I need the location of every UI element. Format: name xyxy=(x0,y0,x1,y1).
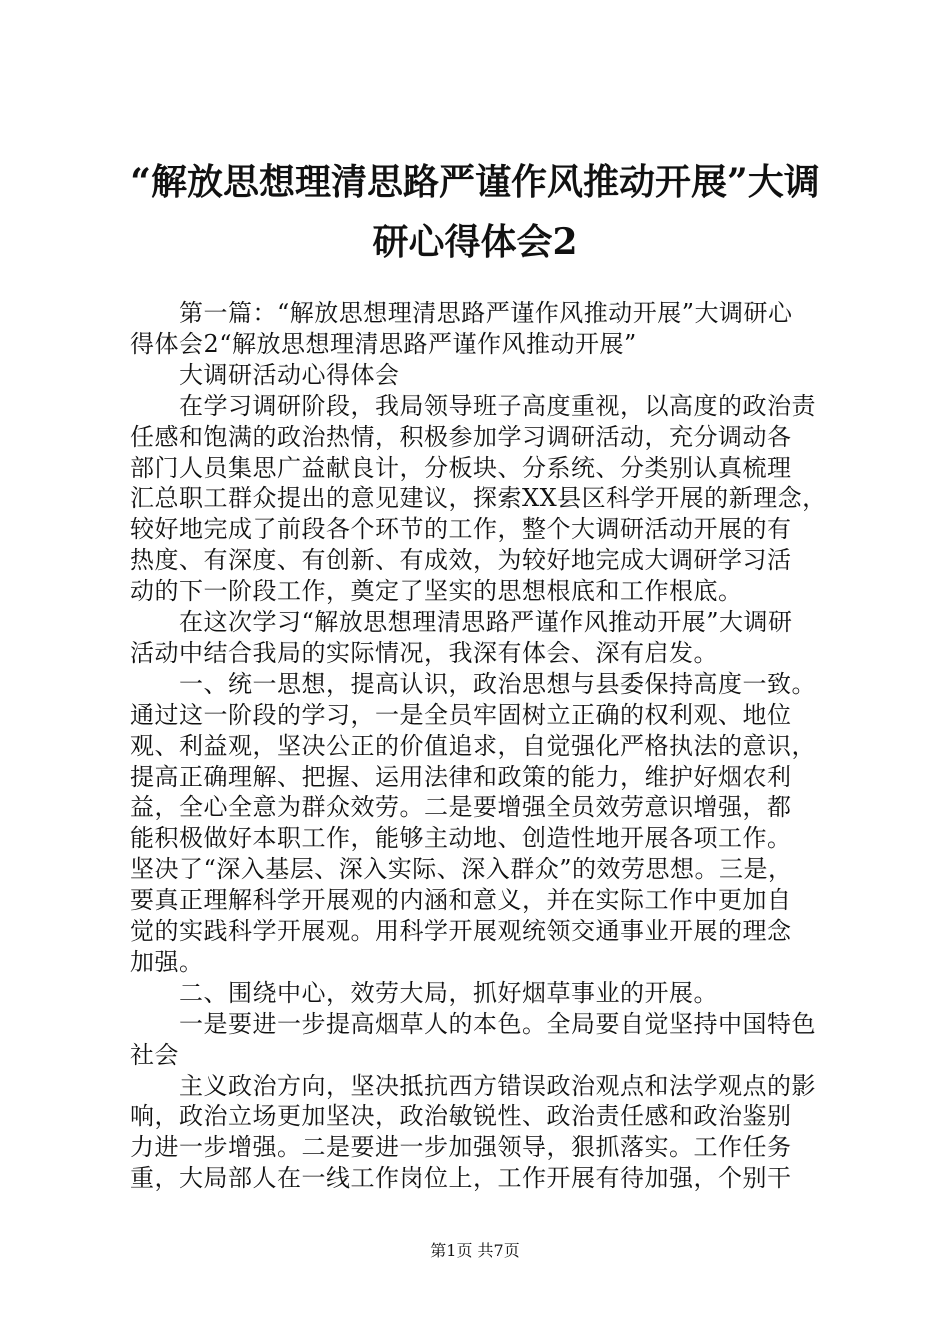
page-footer: 第1页 共7页 xyxy=(430,1241,520,1260)
body-line: 较好地完成了前段各个环节的工作，整个大调研活动开展的有 xyxy=(130,515,792,544)
document-title-line-2: 研心得体会2 xyxy=(372,221,578,263)
body-line: 汇总职工群众提出的意见建议，探索XX县区科学开展的新理念， xyxy=(130,484,827,513)
body-line: 在这次学习“解放思想理清思路严谨作风推动开展”大调研 xyxy=(130,608,793,636)
body-line: 动的下一阶段工作，奠定了坚实的思想根底和工作根底。 xyxy=(130,577,743,606)
body-line: 一、统一思想，提高认识，政治思想与县委保持高度一致。 xyxy=(130,669,816,698)
body-line: 得体会2“解放思想理清思路严谨作风推动开展” xyxy=(130,329,637,358)
body-line: 大调研活动心得体会 xyxy=(130,360,400,389)
body-line: 要真正理解科学开展观的内涵和意义，并在实际工作中更加自 xyxy=(130,886,792,915)
body-line: 热度、有深度、有创新、有成效，为较好地完成大调研学习活 xyxy=(130,546,792,575)
body-line: 二、围绕中心，效劳大局，抓好烟草事业的开展。 xyxy=(130,978,718,1007)
body-line: 主义政治方向，坚决抵抗西方错误政治观点和法学观点的影 xyxy=(130,1071,816,1100)
body-line: 益，全心全意为群众效劳。二是要增强全员效劳意识增强，都 xyxy=(130,793,792,822)
body-line: 在学习调研阶段，我局领导班子高度重视，以高度的政治责 xyxy=(130,391,816,420)
body-line: 观、利益观，坚决公正的价值追求，自觉强化严格执法的意识， xyxy=(130,731,816,760)
body-line: 坚决了“深入基层、深入实际、深入群众”的效劳思想。三是， xyxy=(130,855,793,884)
body-line: 觉的实践科学开展观。用科学开展观统领交通事业开展的理念 xyxy=(130,917,792,945)
body-line: 提高正确理解、把握、运用法律和政策的能力，维护好烟农利 xyxy=(130,762,792,791)
body-line: 重，大局部人在一线工作岗位上，工作开展有待加强，个别干 xyxy=(130,1164,792,1193)
body-line: 第一篇：“解放思想理清思路严谨作风推动开展”大调研心 xyxy=(130,299,793,327)
document-title-line-1: “解放思想理清思路严谨作风推动开展”大调 xyxy=(130,161,820,203)
body-line: 响，政治立场更加坚决，政治敏锐性、政治责任感和政治鉴别 xyxy=(130,1102,792,1131)
body-line: 部门人员集思广益献良计，分板块、分系统、分类别认真梳理 xyxy=(130,453,792,482)
body-line: 力进一步增强。二是要进一步加强领导，狠抓落实。工作任务 xyxy=(130,1133,792,1162)
body-line: 能积极做好本职工作，能够主动地、创造性地开展各项工作。 xyxy=(130,824,792,853)
body-line: 通过这一阶段的学习，一是全员牢固树立正确的权利观、地位 xyxy=(130,700,792,729)
body-line: 活动中结合我局的实际情况，我深有体会、深有启发。 xyxy=(130,638,718,667)
body-line: 社会 xyxy=(130,1040,179,1069)
body-line: 加强。 xyxy=(130,947,204,976)
body-line: 一是要进一步提高烟草人的本色。全局要自觉坚持中国特色 xyxy=(130,1009,816,1038)
body-line: 任感和饱满的政治热情，积极参加学习调研活动，充分调动各 xyxy=(130,422,792,451)
